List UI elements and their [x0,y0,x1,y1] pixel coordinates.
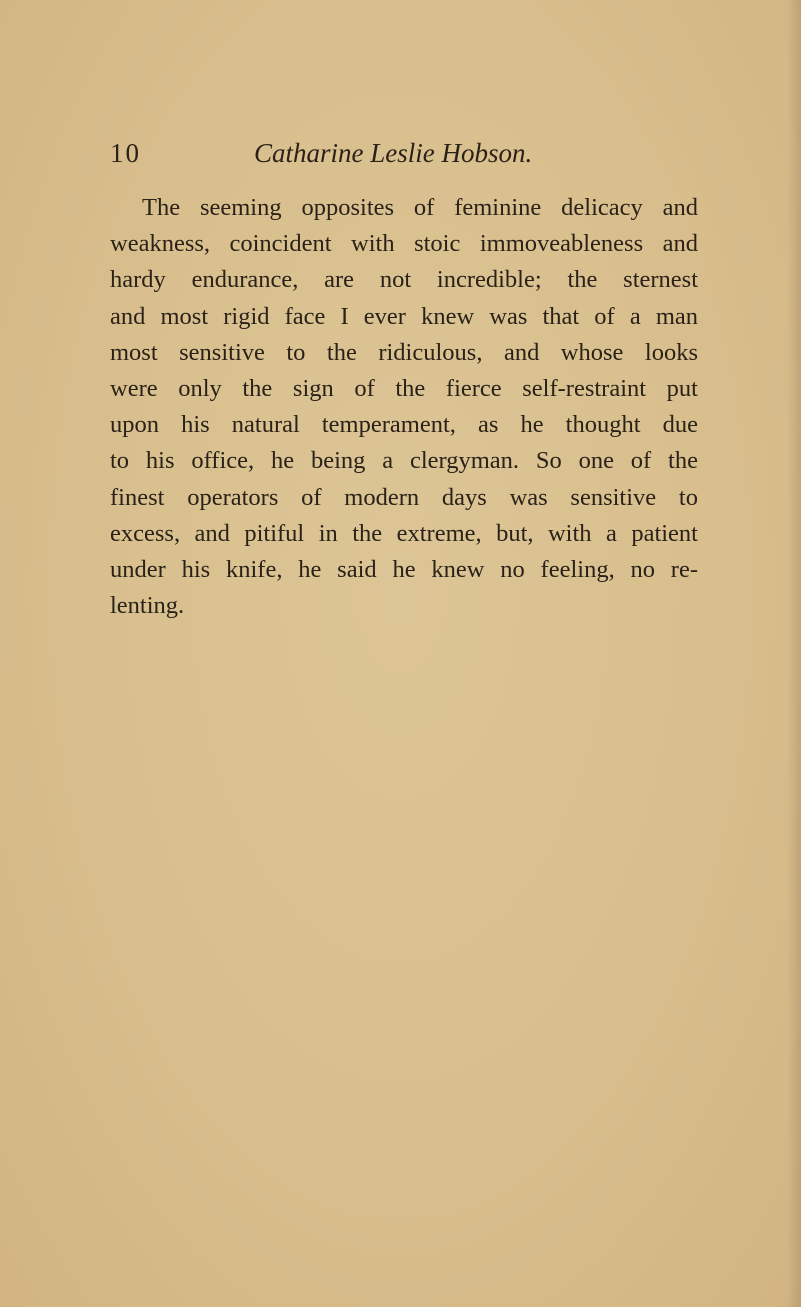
page-number: 10 [110,138,141,168]
text-line: to his office, he being a clergyman. So one of the [110,447,698,475]
text-line: lenting. [110,592,185,620]
running-head [110,136,710,176]
text-line: excess, and pitiful in the extreme, but, with a patient [110,519,698,547]
body-paragraph [110,190,698,624]
text-line: and most rigid face I ever knew was that of a man [110,302,698,330]
text-line: finest operators of modern days was sensitive to [110,483,698,511]
text-line: most sensitive to the ridiculous, and whose looks [110,338,698,366]
text-line: were only the sign of the fierce self-restraint put [110,374,698,402]
text-line: weakness, coincident with stoic immoveableness and [110,230,698,258]
page-edge-shadow [787,0,801,1307]
text-line: hardy endurance, are not incredible; the sternest [110,266,698,294]
text-line: under his knife, he said he knew no feeling, no re- [110,555,698,583]
text-line: upon his natural temperament, as he thought due [110,411,698,439]
text-line: The seeming opposites of feminine delicacy and [142,194,698,221]
running-title: Catharine Leslie Hobson. [254,138,533,168]
